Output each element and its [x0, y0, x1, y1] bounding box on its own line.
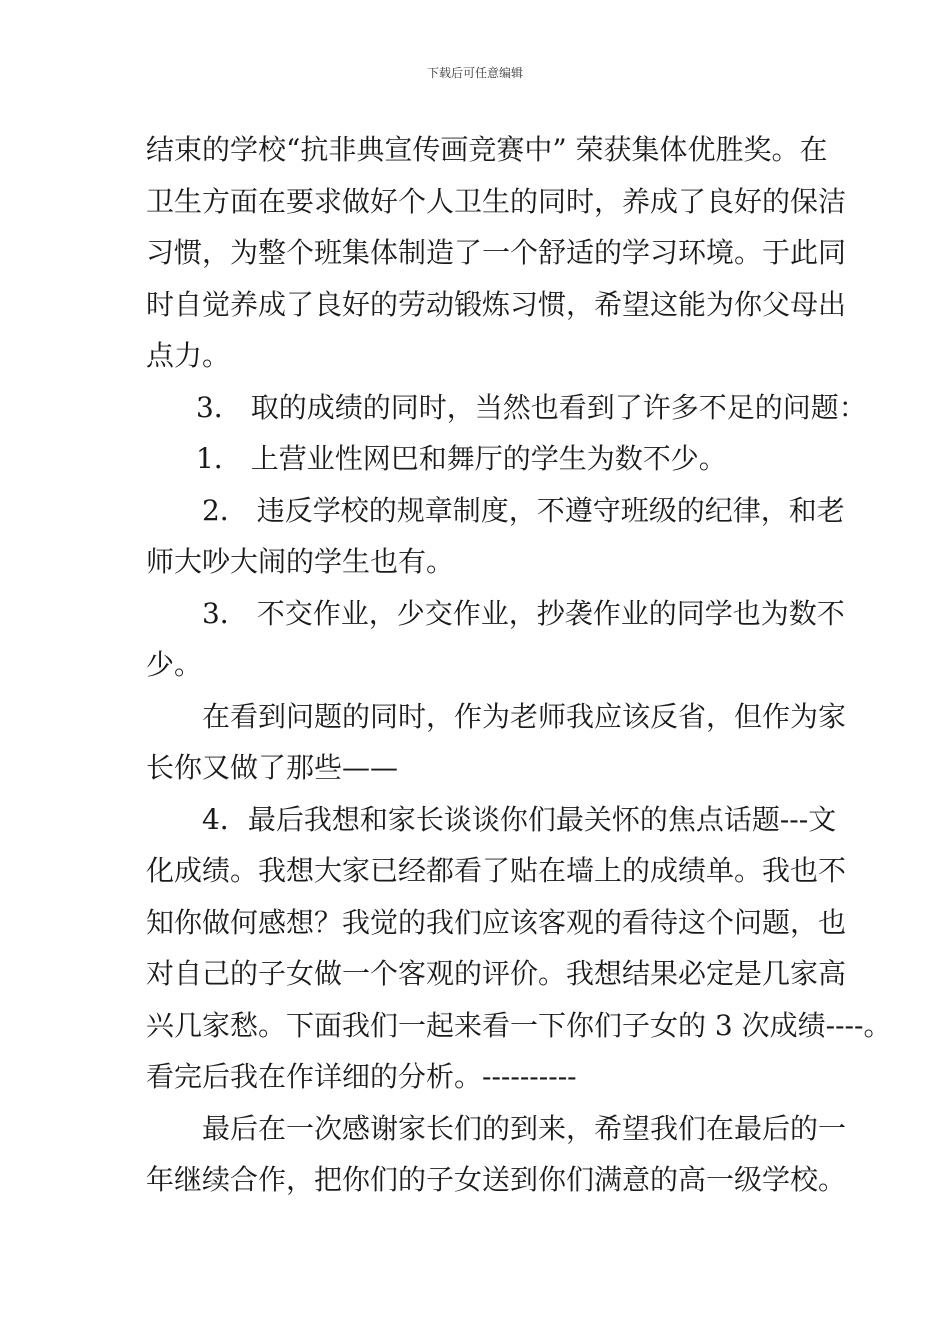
text-line: 师大吵大闹的学生也有。 — [146, 545, 455, 578]
text-line: 对自己的子女做一个客观的评价。我想结果必定是几家高 — [146, 957, 847, 990]
text-line: 习惯，为整个班集体制造了一个舒适的学习环境。于此同 — [146, 236, 847, 269]
paragraph-start: 4．最后我想和家长谈谈你们最关怀的焦点话题---文 — [202, 802, 837, 836]
list-item: 1． 上营业性网巴和舞厅的学生为数不少。 — [196, 442, 727, 475]
page-header: 下载后可任意编辑 — [426, 66, 523, 80]
paragraph-start: 在看到问题的同时，作为老师我应该反省，但作为家 — [202, 699, 847, 733]
paragraph-start: 最后在一次感谢家长们的到来，希望我们在最后的一 — [202, 1111, 847, 1145]
text-line: 结束的学校“抗非典宣传画竞赛中” 荣获集体优胜奖。在 — [146, 133, 828, 166]
text-line: 兴几家愁。下面我们一起来看一下你们子女的 3 次成绩----。 — [146, 1008, 892, 1042]
text-line: 少。 — [146, 648, 203, 681]
text-line: 知你做何感想？我觉的我们应该客观的看待这个问题，也 — [146, 905, 847, 939]
list-item: 2． 违反学校的规章制度，不遵守班级的纪律，和老 — [202, 493, 845, 527]
text-line: 卫生方面在要求做好个人卫生的同时，养成了良好的保洁 — [146, 184, 847, 218]
text-line: 年继续合作，把你们的子女送到你们满意的高一级学校。 — [146, 1163, 847, 1196]
text-line: 看完后我在作详细的分析。---------- — [146, 1060, 577, 1093]
document-body — [146, 130, 892, 1212]
list-item: 3． 不交作业，少交作业，抄袭作业的同学也为数不 — [202, 596, 845, 630]
text-line: 点力。 — [146, 339, 231, 372]
text-line: 长你又做了那些—— — [146, 751, 399, 784]
text-line: 化成绩。我想大家已经都看了贴在墙上的成绩单。我也不 — [146, 854, 847, 887]
text-line: 时自觉养成了良好的劳动锻炼习惯，希望这能为你父母出 — [146, 287, 847, 321]
list-item: 3． 取的成绩的同时，当然也看到了许多不足的问题： — [196, 390, 867, 424]
